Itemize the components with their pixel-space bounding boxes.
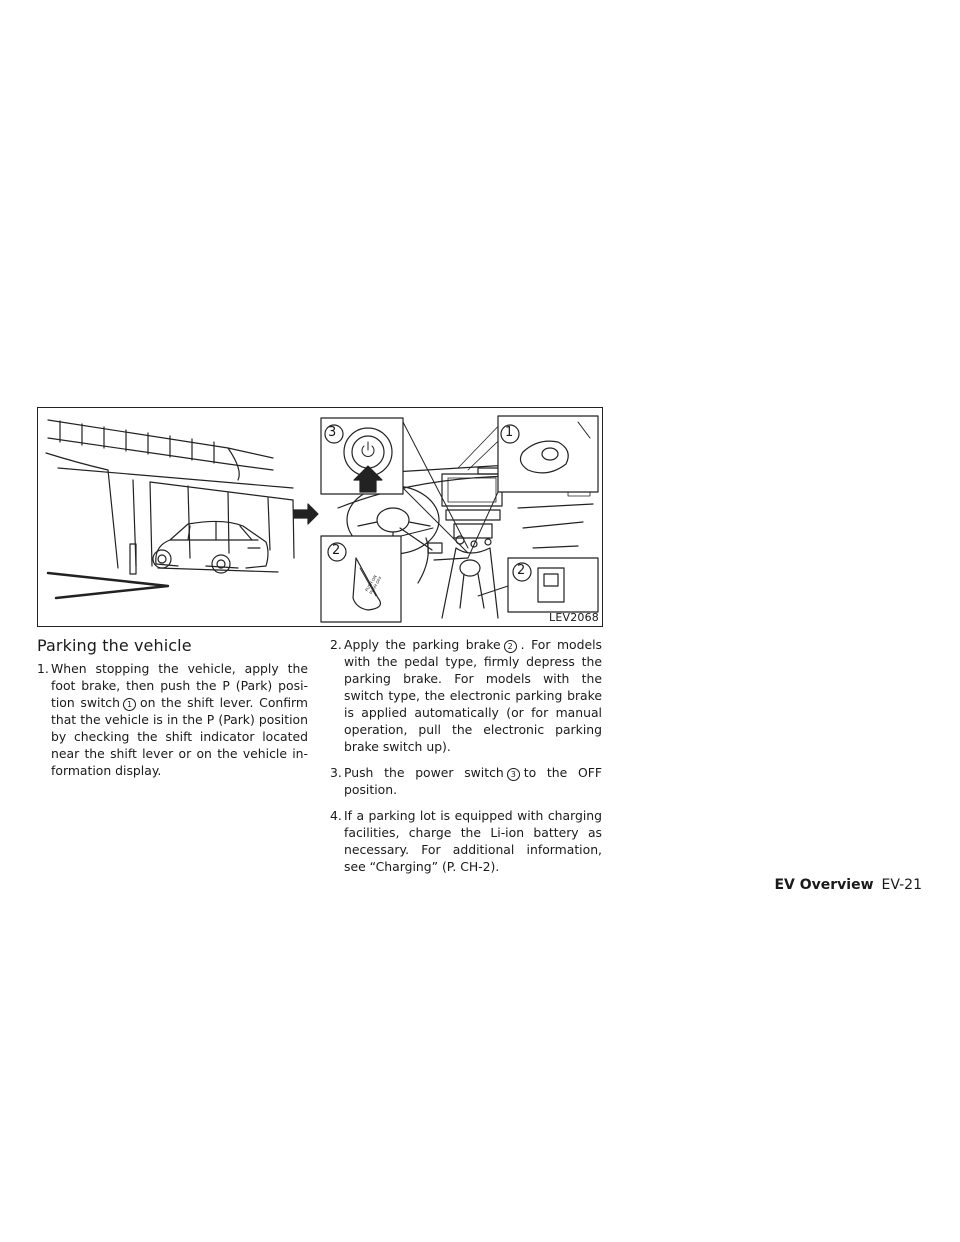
footer-section-name: EV Overview: [774, 877, 874, 893]
step-number: 1.: [37, 661, 49, 676]
step-text: . For models with the pedal type, firmly depress the parking brake. For models with the switch type, the electronic parking brake is applied automatically (or for manual operation, pull the electronic parking brake switch up).: [344, 637, 602, 754]
step-text: on the shift lever. Confirm that the vehicle is in the P (Park) position by checking the shift indicator located near the shift lever or on the vehicle in- formation display.: [51, 695, 309, 778]
section-title: Parking the vehicle: [37, 636, 192, 655]
parking-illustration: [38, 408, 603, 627]
callout-1-label: 1: [505, 425, 514, 440]
step-text: When stopping the vehicle, apply the foot brake, then push the P (Park) posi- tion switch: [51, 661, 308, 710]
step-text: to the OFF position.: [344, 765, 602, 797]
step-3: [330, 764, 602, 798]
pedal-label: PUSH ON PUSH OFF: [363, 574, 383, 595]
step-text: If a parking lot is equipped with charging facilities, charge the Li-ion battery as necessary. For additional information, see “Charging” (P. CH-2).: [344, 808, 602, 874]
step-text: Apply the parking brake: [344, 637, 501, 652]
step-1: [37, 660, 308, 779]
figure-code: LEV2068: [549, 611, 599, 624]
callout-2-pedal-label: 2: [332, 543, 341, 558]
step-number: 4.: [330, 808, 342, 823]
illustration-figure: [37, 407, 603, 627]
page-number: EV-21: [881, 877, 922, 893]
callout-3-label: 3: [328, 425, 337, 440]
step-2: [330, 636, 602, 755]
right-column: [330, 636, 602, 884]
step-number: 3.: [330, 765, 342, 780]
page-footer: [774, 877, 922, 893]
callout-2-icon: 2: [504, 640, 517, 653]
step-4: [330, 807, 602, 875]
callout-2-switch-label: 2: [517, 563, 526, 578]
step-text: Push the power switch: [344, 765, 504, 780]
callout-3-icon: 3: [507, 768, 520, 781]
left-column: [37, 660, 308, 788]
callout-1-icon: 1: [123, 698, 136, 711]
step-number: 2.: [330, 637, 342, 652]
